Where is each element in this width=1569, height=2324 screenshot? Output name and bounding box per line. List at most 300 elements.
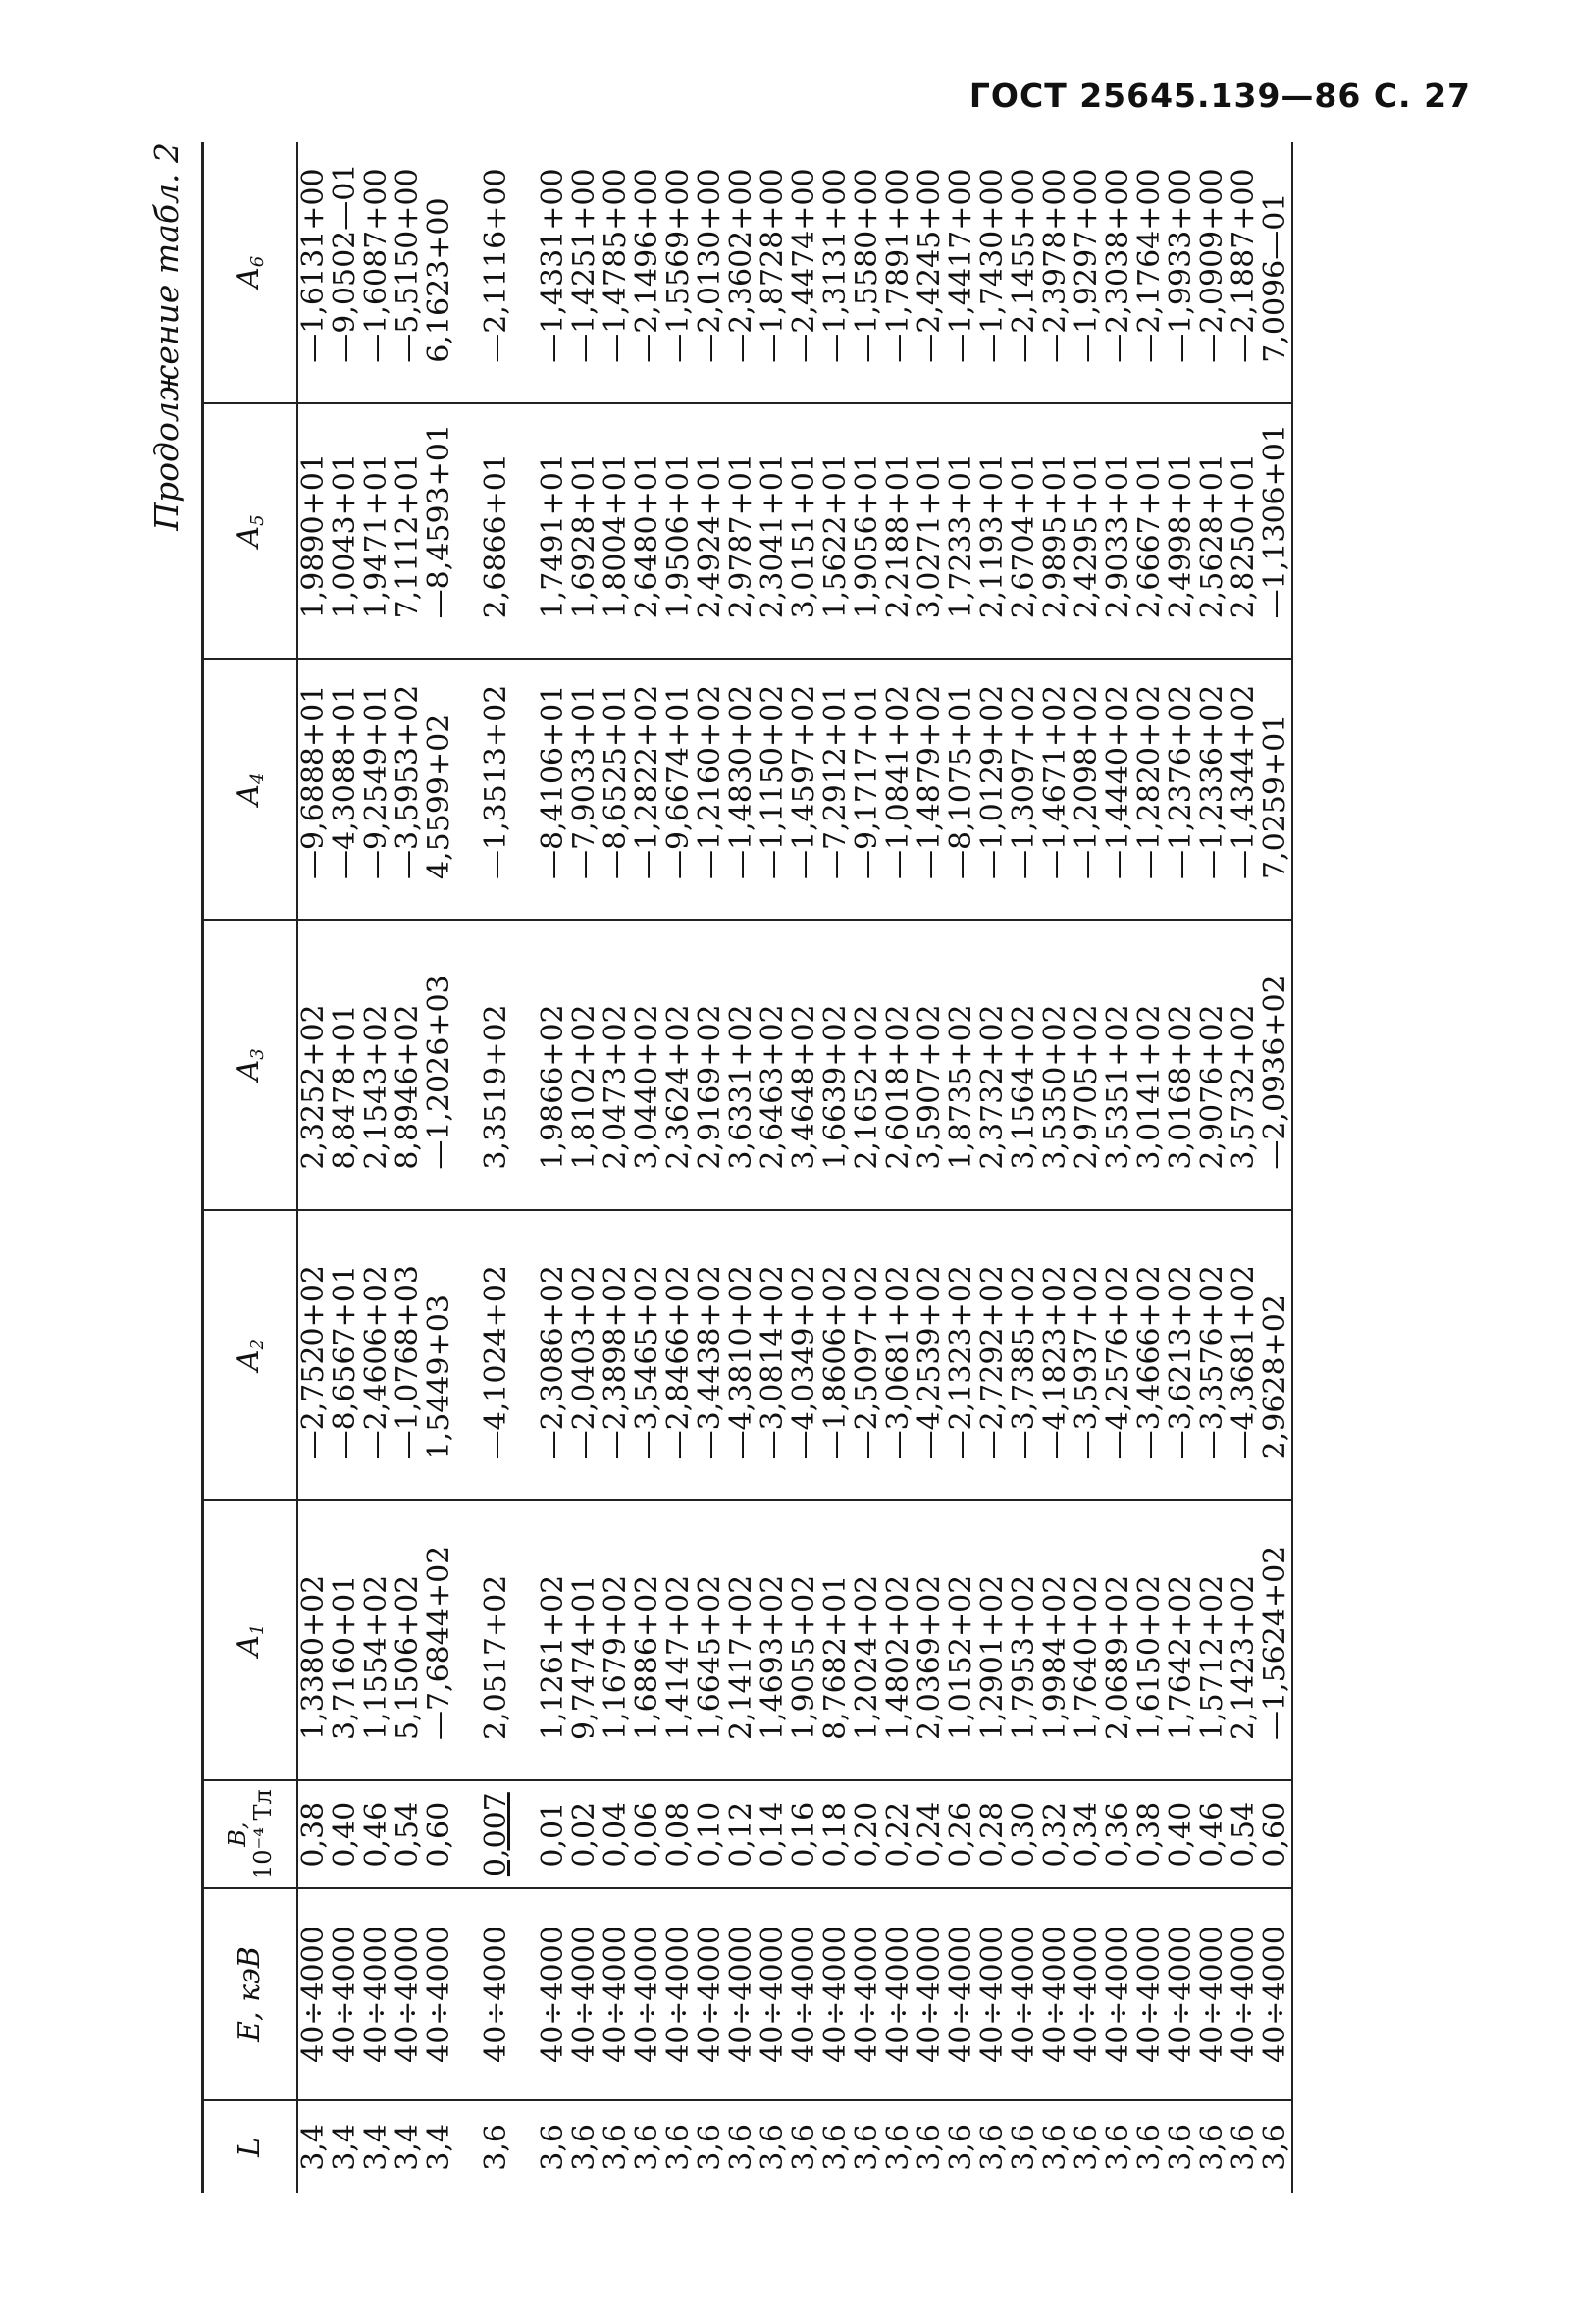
cell-a5: 2,4998+01 [1166, 403, 1197, 660]
table-header-row [203, 142, 298, 2193]
cell-e: 40÷4000 [1040, 1888, 1072, 2100]
table-row [569, 142, 601, 2193]
cell-a1: 1,1679+02 [601, 1500, 632, 1780]
cell-a1: 1,7953+02 [1009, 1500, 1040, 1780]
cell-a4: —1,2820+02 [1134, 659, 1166, 920]
cell-a6: —2,4245+00 [915, 142, 946, 403]
cell-a6: —1,5569+00 [663, 142, 695, 403]
cell-a6: —1,4331+00 [538, 142, 569, 403]
cell-a6: 6,1623+00 [424, 142, 455, 403]
cell-l: 3,6 [599, 2124, 633, 2171]
cell-a1: 1,4802+02 [883, 1500, 915, 1780]
cell-b: 0,08 [663, 1780, 695, 1888]
table-row [977, 142, 1009, 2193]
cell-l: 3,6 [818, 2124, 853, 2171]
cell-a4: —4,3088+01 [330, 659, 361, 920]
table-row [1009, 142, 1040, 2193]
cell-a3: 3,5732+02 [1229, 920, 1260, 1210]
col-header-b [203, 1780, 298, 1888]
cell-a3: 2,3732+02 [977, 920, 1009, 1210]
col-header-b-top: B, [223, 1822, 251, 1847]
table-row [1072, 142, 1103, 2193]
cell-a3: 3,3519+02 [481, 920, 512, 1210]
cell-a1: 1,2901+02 [977, 1500, 1009, 1780]
cell-a6: —2,1887+00 [1229, 142, 1260, 403]
cell-a1: 1,4693+02 [758, 1500, 789, 1780]
cell-a5: 2,6667+01 [1134, 403, 1166, 660]
spacer-cell [512, 1780, 538, 1888]
cell-a4: 7,0259+01 [1260, 659, 1292, 920]
cell-a4: —1,4597+02 [789, 659, 820, 920]
cell-a1: 2,1423+02 [1229, 1500, 1260, 1780]
cell-e: 40÷4000 [601, 1888, 632, 2100]
cell-a2: —2,0403+02 [569, 1210, 601, 1501]
cell-e: 40÷4000 [946, 1888, 977, 2100]
cell-a5: 2,4295+01 [1072, 403, 1103, 660]
table-row [946, 142, 977, 2193]
col-header-a6-sub: 6 [246, 255, 268, 268]
cell-b: 0,40 [1166, 1780, 1197, 1888]
cell-a2: —3,5937+02 [1072, 1210, 1103, 1501]
cell-a6: —1,4251+00 [569, 142, 601, 403]
spacer-cell [512, 142, 538, 403]
cell-l: 3,6 [567, 2124, 601, 2171]
cell-a2: —4,2539+02 [915, 1210, 946, 1501]
cell-b: 0,54 [392, 1780, 424, 1888]
cell-l: 3,6 [1038, 2124, 1072, 2171]
cell-a4: —7,2912+01 [820, 659, 852, 920]
cell-a4: —1,3513+02 [481, 659, 512, 920]
col-header-a3: $A_3$ [203, 920, 298, 1210]
cell-a1: 2,0369+02 [915, 1500, 946, 1780]
cell-b: 0,46 [361, 1780, 392, 1888]
cell-b: 0,60 [1260, 1780, 1292, 1888]
cell-e: 40÷4000 [695, 1888, 726, 2100]
col-header-a4: $A_4$ [203, 659, 298, 920]
cell-a3: 1,6639+02 [820, 920, 852, 1210]
table-row [392, 142, 424, 2193]
cell-a6: —2,3602+00 [726, 142, 758, 403]
cell-a1: 1,6886+02 [632, 1500, 663, 1780]
table-row [361, 142, 392, 2193]
table-row [883, 142, 915, 2193]
col-header-e: E, кэВ [203, 1888, 298, 2100]
table-row [852, 142, 883, 2193]
cell-l: 3,6 [944, 2124, 978, 2171]
col-header-a5: $A_5$ [203, 403, 298, 660]
cell-a2: —3,3576+02 [1197, 1210, 1229, 1501]
cell-a2: —2,3086+02 [538, 1210, 569, 1501]
cell-a4: —9,2549+01 [361, 659, 392, 920]
cell-a5: 2,5628+01 [1197, 403, 1229, 660]
cell-a3: 1,8735+02 [946, 920, 977, 1210]
cell-a4: —1,3097+02 [1009, 659, 1040, 920]
cell-e: 40÷4000 [1134, 1888, 1166, 2100]
cell-a4: —1,2376+02 [1166, 659, 1197, 920]
table-row [330, 142, 361, 2193]
cell-a3: 8,8478+01 [330, 920, 361, 1210]
cell-a1: 1,4147+02 [663, 1500, 695, 1780]
cell-a2: —4,3810+02 [726, 1210, 758, 1501]
col-header-a5-sub: 5 [246, 514, 268, 526]
cell-a3: 2,1652+02 [852, 920, 883, 1210]
cell-a2: —2,3898+02 [601, 1210, 632, 1501]
cell-a4: —9,6888+01 [297, 659, 330, 920]
cell-l: 3,6 [1227, 2124, 1261, 2171]
cell-b: 0,01 [538, 1780, 569, 1888]
cell-a4: —9,6674+01 [663, 659, 695, 920]
cell-a1: 5,1506+02 [392, 1500, 424, 1780]
cell-a6: —2,4474+00 [789, 142, 820, 403]
cell-a2: —4,3681+02 [1229, 1210, 1260, 1501]
group-spacer [455, 142, 481, 2193]
col-header-a3-sub: 3 [246, 1048, 268, 1060]
cell-l: 3,6 [630, 2124, 664, 2171]
cell-e: 40÷4000 [915, 1888, 946, 2100]
cell-l: 3,6 [536, 2124, 570, 2171]
cell-a3: 1,9866+02 [538, 920, 569, 1210]
cell-a5: —8,4593+01 [424, 403, 455, 660]
table-row [663, 142, 695, 2193]
spacer-cell [455, 920, 481, 1210]
cell-a3: 2,3624+02 [663, 920, 695, 1210]
cell-a2: —4,2576+02 [1103, 1210, 1134, 1501]
cell-a1: 9,7474+01 [569, 1500, 601, 1780]
cell-b: 0,18 [820, 1780, 852, 1888]
cell-l: 3,6 [850, 2124, 884, 2171]
spacer-cell [512, 1210, 538, 1501]
spacer-cell [455, 1780, 481, 1888]
cell-a3: —2,0936+02 [1260, 920, 1292, 1210]
cell-a5: 3,0151+01 [789, 403, 820, 660]
cell-a2: —3,4666+02 [1134, 1210, 1166, 1501]
cell-a3: 2,9169+02 [695, 920, 726, 1210]
cell-b: 0,40 [330, 1780, 361, 1888]
cell-a1: 1,9055+02 [789, 1500, 820, 1780]
cell-l: 3,6 [881, 2124, 915, 2171]
cell-l: 3,6 [1101, 2124, 1135, 2171]
cell-l: 3,4 [328, 2124, 362, 2171]
cell-b: 0,34 [1072, 1780, 1103, 1888]
cell-a6: —2,1496+00 [632, 142, 663, 403]
cell-e: 40÷4000 [1072, 1888, 1103, 2100]
cell-b: 0,30 [1009, 1780, 1040, 1888]
cell-a2: —4,1823+02 [1040, 1210, 1072, 1501]
cell-a5: 1,5622+01 [820, 403, 852, 660]
cell-a4: —1,4830+02 [726, 659, 758, 920]
cell-a1: —1,5624+02 [1260, 1500, 1292, 1780]
cell-a3: 3,4648+02 [789, 920, 820, 1210]
cell-b: 0,02 [569, 1780, 601, 1888]
cell-a2: —2,4606+02 [361, 1210, 392, 1501]
cell-a6: —1,7891+00 [883, 142, 915, 403]
cell-b: 0,12 [726, 1780, 758, 1888]
cell-a3: —1,2026+03 [424, 920, 455, 1210]
cell-e: 40÷4000 [632, 1888, 663, 2100]
cell-a4: —1,2160+02 [695, 659, 726, 920]
spacer-cell [512, 1888, 538, 2100]
table-row [538, 142, 569, 2193]
cell-l: 3,6 [1164, 2124, 1198, 2171]
cell-l: 3,6 [1007, 2124, 1041, 2171]
cell-a6: —1,9933+00 [1166, 142, 1197, 403]
cell-a5: 3,0271+01 [915, 403, 946, 660]
cell-a4: —1,2098+02 [1072, 659, 1103, 920]
cell-l: 3,4 [359, 2124, 393, 2171]
cell-a3: 2,9076+02 [1197, 920, 1229, 1210]
cell-e: 40÷4000 [569, 1888, 601, 2100]
cell-a1: 2,1417+02 [726, 1500, 758, 1780]
cell-l: 3,6 [724, 2124, 758, 2171]
spacer-cell [455, 1888, 481, 2100]
cell-a3: 3,5350+02 [1040, 920, 1072, 1210]
cell-e: 40÷4000 [297, 1888, 330, 2100]
cell-a6: —1,4417+00 [946, 142, 977, 403]
cell-l: 3,4 [391, 2124, 425, 2171]
cell-a1: 8,7682+01 [820, 1500, 852, 1780]
spacer-cell [455, 142, 481, 403]
cell-a2: 2,9628+02 [1260, 1210, 1292, 1501]
col-header-a6: $A_6$ [203, 142, 298, 403]
cell-a1: 1,2024+02 [852, 1500, 883, 1780]
spacer-cell [455, 659, 481, 920]
cell-a6: —1,7430+00 [977, 142, 1009, 403]
cell-a5: 2,3041+01 [758, 403, 789, 660]
cell-b: 0,38 [297, 1780, 330, 1888]
cell-a4: —8,1075+01 [946, 659, 977, 920]
cell-a2: —2,1323+02 [946, 1210, 977, 1501]
cell-a4: —7,9033+01 [569, 659, 601, 920]
cell-a2: 1,5449+03 [424, 1210, 455, 1501]
cell-a6: —1,3131+00 [820, 142, 852, 403]
cell-e: 40÷4000 [481, 1888, 512, 2100]
page-header: ГОСТ 25645.139—86 С. 27 [968, 77, 1471, 115]
cell-a5: 2,2188+01 [883, 403, 915, 660]
cell-a1: 1,5712+02 [1197, 1500, 1229, 1780]
cell-a3: 3,0141+02 [1134, 920, 1166, 1210]
table-row [481, 142, 512, 2193]
cell-b: 0,10 [695, 1780, 726, 1888]
coefficients-table [201, 142, 1293, 2193]
spacer-cell [455, 2100, 481, 2193]
col-header-b-unit: 10⁻⁴ Тл [249, 1789, 277, 1880]
cell-a6: —9,0502—01 [330, 142, 361, 403]
cell-a1: 2,0517+02 [481, 1500, 512, 1780]
spacer-cell [512, 403, 538, 660]
cell-a2: —3,5465+02 [632, 1210, 663, 1501]
cell-a6: —2,0909+00 [1197, 142, 1229, 403]
cell-a2: —3,6213+02 [1166, 1210, 1197, 1501]
cell-a5: 2,4924+01 [695, 403, 726, 660]
cell-e: 40÷4000 [538, 1888, 569, 2100]
cell-e: 40÷4000 [789, 1888, 820, 2100]
table-row [789, 142, 820, 2193]
cell-a3: 8,8946+02 [392, 920, 424, 1210]
cell-a5: 2,8250+01 [1229, 403, 1260, 660]
table-row [726, 142, 758, 2193]
table-row [1229, 142, 1260, 2193]
cell-a1: 1,1554+02 [361, 1500, 392, 1780]
spacer-cell [512, 2100, 538, 2193]
cell-a2: —8,6567+01 [330, 1210, 361, 1501]
cell-a1: 1,7642+02 [1166, 1500, 1197, 1780]
cell-a1: 1,6150+02 [1134, 1500, 1166, 1780]
table-row [695, 142, 726, 2193]
cell-a3: 3,0440+02 [632, 920, 663, 1210]
cell-e: 40÷4000 [1197, 1888, 1229, 2100]
col-header-a2-sub: 2 [246, 1338, 268, 1350]
cell-e: 40÷4000 [852, 1888, 883, 2100]
cell-b: 0,20 [852, 1780, 883, 1888]
cell-a2: —3,4438+02 [695, 1210, 726, 1501]
cell-a1: —7,6844+02 [424, 1500, 455, 1780]
cell-a2: —1,8606+02 [820, 1210, 852, 1501]
cell-b: 0,32 [1040, 1780, 1072, 1888]
cell-a5: 1,7491+01 [538, 403, 569, 660]
cell-l: 3,6 [1132, 2124, 1167, 2171]
cell-a2: —2,8466+02 [663, 1210, 695, 1501]
col-header-l: L [203, 2100, 298, 2193]
rotated-table-page [147, 142, 1482, 2193]
table-row [758, 142, 789, 2193]
cell-a2: —4,1024+02 [481, 1210, 512, 1501]
cell-l: 3,6 [1070, 2124, 1104, 2171]
cell-a4: —1,4440+02 [1103, 659, 1134, 920]
col-header-a2: $A_2$ [203, 1210, 298, 1501]
col-header-a1-sub: 1 [246, 1623, 268, 1636]
cell-e: 40÷4000 [1229, 1888, 1260, 2100]
cell-b: 0,24 [915, 1780, 946, 1888]
cell-a4: —8,4106+01 [538, 659, 569, 920]
cell-a1: 1,1261+02 [538, 1500, 569, 1780]
cell-e: 40÷4000 [758, 1888, 789, 2100]
cell-a6: —1,4785+00 [601, 142, 632, 403]
cell-e: 40÷4000 [820, 1888, 852, 2100]
cell-e: 40÷4000 [663, 1888, 695, 2100]
cell-a1: 1,6645+02 [695, 1500, 726, 1780]
cell-l: 3,6 [1260, 2100, 1292, 2193]
cell-a3: 2,1543+02 [361, 920, 392, 1210]
cell-a6: —2,3978+00 [1040, 142, 1072, 403]
cell-a5: 2,6704+01 [1009, 403, 1040, 660]
cell-a3: 1,8102+02 [569, 920, 601, 1210]
cell-a4: —3,5953+02 [392, 659, 424, 920]
cell-e: 40÷4000 [977, 1888, 1009, 2100]
cell-a3: 3,5351+02 [1103, 920, 1134, 1210]
spacer-cell [455, 1500, 481, 1780]
cell-a5: 2,9033+01 [1103, 403, 1134, 660]
cell-a6: —1,5580+00 [852, 142, 883, 403]
cell-a6: 7,0096—01 [1260, 142, 1292, 403]
cell-e: 40÷4000 [1103, 1888, 1134, 2100]
table-row [1260, 142, 1292, 2193]
cell-a5: 1,8004+01 [601, 403, 632, 660]
cell-e: 40÷4000 [1009, 1888, 1040, 2100]
cell-b: 0,46 [1197, 1780, 1229, 1888]
table-row [915, 142, 946, 2193]
cell-a5: 1,9890+01 [297, 403, 330, 660]
cell-a4: —9,1717+01 [852, 659, 883, 920]
cell-l: 3,6 [787, 2124, 821, 2171]
cell-l: 3,4 [422, 2124, 456, 2171]
cell-a1: 2,0689+02 [1103, 1500, 1134, 1780]
cell-e: 40÷4000 [330, 1888, 361, 2100]
cell-a5: 2,9787+01 [726, 403, 758, 660]
cell-a4: 4,5599+02 [424, 659, 455, 920]
cell-b: 0,16 [789, 1780, 820, 1888]
cell-a2: —2,5097+02 [852, 1210, 883, 1501]
spacer-cell [512, 659, 538, 920]
cell-e: 40÷4000 [392, 1888, 424, 2100]
cell-a3: 2,6018+02 [883, 920, 915, 1210]
cell-a6: —5,5150+00 [392, 142, 424, 403]
cell-a6: —2,3038+00 [1103, 142, 1134, 403]
cell-a4: —1,0841+02 [883, 659, 915, 920]
cell-a5: 2,6866+01 [481, 403, 512, 660]
cell-b: 0,14 [758, 1780, 789, 1888]
cell-a6: —2,0130+00 [695, 142, 726, 403]
table-row [632, 142, 663, 2193]
cell-a3: 2,0473+02 [601, 920, 632, 1210]
cell-b: 0,36 [1103, 1780, 1134, 1888]
cell-a3: 3,6331+02 [726, 920, 758, 1210]
spacer-cell [455, 1210, 481, 1501]
cell-a4: —1,2822+02 [632, 659, 663, 920]
spacer-cell [512, 1500, 538, 1780]
table-row [1166, 142, 1197, 2193]
cell-a5: 1,7233+01 [946, 403, 977, 660]
cell-a3: 3,5907+02 [915, 920, 946, 1210]
cell-a6: —1,8728+00 [758, 142, 789, 403]
cell-e: 40÷4000 [361, 1888, 392, 2100]
cell-a1: 1,7640+02 [1072, 1500, 1103, 1780]
cell-a5: 1,9471+01 [361, 403, 392, 660]
cell-a1: 1,9984+02 [1040, 1500, 1072, 1780]
cell-l: 3,6 [479, 2124, 513, 2171]
cell-b: 0,28 [977, 1780, 1009, 1888]
cell-e: 40÷4000 [726, 1888, 758, 2100]
cell-a4: —1,0129+02 [977, 659, 1009, 920]
spacer-cell [512, 920, 538, 1210]
cell-a5: —1,1306+01 [1260, 403, 1292, 660]
cell-l: 3,6 [693, 2124, 727, 2171]
cell-b: 0,26 [946, 1780, 977, 1888]
cell-a4: —1,2336+02 [1197, 659, 1229, 920]
cell-b: 0,60 [424, 1780, 455, 1888]
cell-a4: —1,4671+02 [1040, 659, 1072, 920]
cell-l: 3,6 [756, 2124, 790, 2171]
table-row [601, 142, 632, 2193]
cell-l: 3,6 [661, 2124, 696, 2171]
col-header-a4-sub: 4 [246, 772, 268, 785]
cell-a6: —1,6131+00 [297, 142, 330, 403]
table-row [820, 142, 852, 2193]
cell-e: 40÷4000 [424, 1888, 455, 2100]
col-header-a1: $A_1$ [203, 1500, 298, 1780]
cell-a3: 3,0168+02 [1166, 920, 1197, 1210]
cell-a6: —2,1455+00 [1009, 142, 1040, 403]
cell-a4: —8,6525+01 [601, 659, 632, 920]
cell-a3: 3,1564+02 [1009, 920, 1040, 1210]
cell-a5: 1,9056+01 [852, 403, 883, 660]
cell-l: 3,6 [913, 2124, 947, 2171]
cell-a5: 2,9895+01 [1040, 403, 1072, 660]
cell-l: 3,4 [296, 2124, 331, 2171]
cell-a4: —1,1150+02 [758, 659, 789, 920]
cell-b: 0,54 [1229, 1780, 1260, 1888]
cell-a2: —2,7292+02 [977, 1210, 1009, 1501]
table-row [424, 142, 455, 2193]
